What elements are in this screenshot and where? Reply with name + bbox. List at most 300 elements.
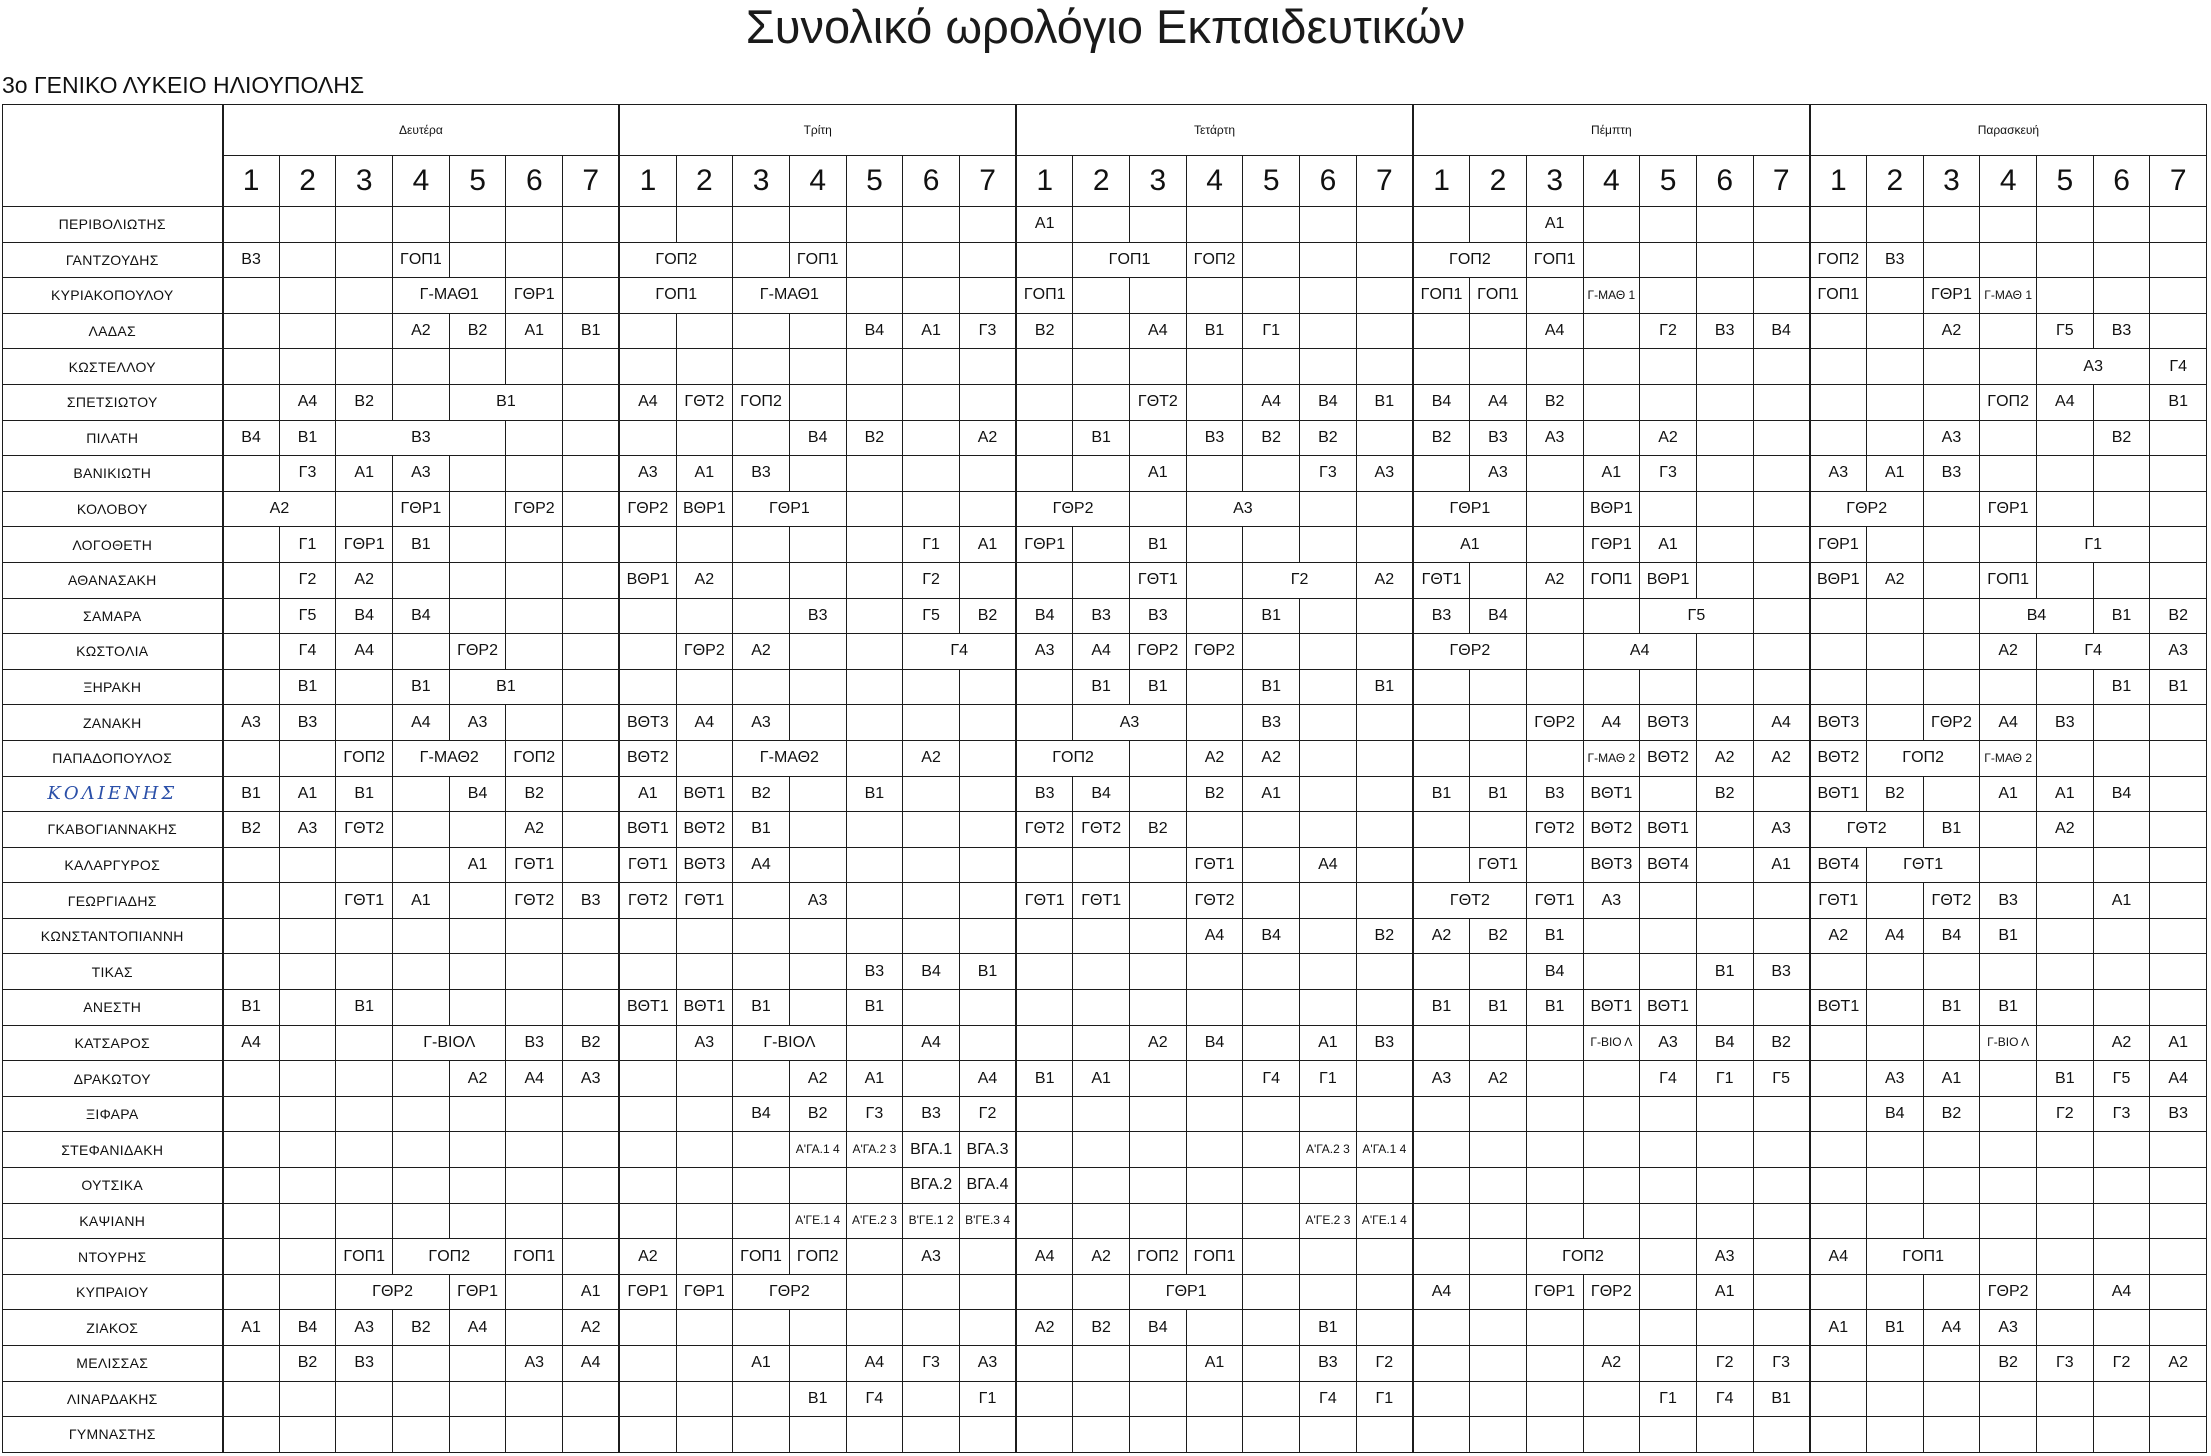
empty-cell (676, 207, 733, 243)
period-number: 3 (1923, 156, 1980, 207)
empty-cell (903, 918, 960, 954)
empty-cell (449, 1346, 506, 1382)
lesson-cell: Α3 (903, 1239, 960, 1275)
empty-cell (393, 634, 450, 670)
lesson-cell: Α1 (959, 527, 1016, 563)
empty-cell (1923, 954, 1980, 990)
empty-cell (1300, 776, 1357, 812)
empty-cell (279, 847, 336, 883)
empty-cell (393, 349, 450, 385)
empty-cell (1016, 1203, 1073, 1239)
empty-cell (563, 990, 620, 1026)
empty-cell (1923, 207, 1980, 243)
empty-cell (449, 1132, 506, 1168)
empty-cell (1810, 207, 1867, 243)
empty-cell (1980, 242, 2037, 278)
lesson-cell: ΓΟΠ1 (619, 278, 732, 314)
empty-cell (1413, 669, 1470, 705)
empty-cell (1243, 883, 1300, 919)
lesson-cell: Β4 (279, 1310, 336, 1346)
period-number: 1 (1016, 156, 1073, 207)
empty-cell (1300, 1274, 1357, 1310)
empty-cell (1186, 598, 1243, 634)
teacher-name: ΓΚΑΒΟΓΙΑΝΝΑΚΗΣ (3, 812, 223, 848)
empty-cell (2037, 918, 2094, 954)
empty-cell (1413, 349, 1470, 385)
empty-cell (1810, 313, 1867, 349)
empty-cell (563, 420, 620, 456)
empty-cell (1413, 1168, 1470, 1204)
empty-cell (1356, 1417, 1413, 1453)
empty-cell (846, 1239, 903, 1275)
empty-cell (1640, 207, 1697, 243)
lesson-cell: Γ-ΜΑΘ1 (733, 278, 846, 314)
empty-cell (1130, 420, 1187, 456)
empty-cell (1356, 740, 1413, 776)
empty-cell (1130, 1168, 1187, 1204)
empty-cell (1016, 420, 1073, 456)
lesson-cell: Α3 (393, 456, 450, 492)
lesson-cell: Β4 (223, 420, 280, 456)
empty-cell (1186, 1061, 1243, 1097)
empty-cell (1810, 1096, 1867, 1132)
empty-cell (789, 812, 846, 848)
empty-cell (1526, 491, 1583, 527)
lesson-cell: Α3 (1753, 812, 1810, 848)
lesson-cell: Α3 (676, 1025, 733, 1061)
empty-cell (223, 456, 280, 492)
teacher-row (3, 313, 2207, 349)
empty-cell (506, 456, 563, 492)
empty-cell (846, 527, 903, 563)
empty-cell (279, 1203, 336, 1239)
empty-cell (1186, 990, 1243, 1026)
empty-cell (1980, 812, 2037, 848)
empty-cell (1016, 1025, 1073, 1061)
empty-cell (676, 1061, 733, 1097)
lesson-cell: ΒΘΤ3 (619, 705, 676, 741)
lesson-cell: Α1 (1413, 527, 1526, 563)
lesson-cell: Β3 (846, 954, 903, 990)
empty-cell (1243, 1310, 1300, 1346)
empty-cell (619, 313, 676, 349)
period-number: 6 (2093, 156, 2150, 207)
empty-cell (1300, 207, 1357, 243)
empty-cell (1696, 1310, 1753, 1346)
empty-cell (903, 1417, 960, 1453)
empty-cell (789, 954, 846, 990)
empty-cell (2150, 420, 2207, 456)
empty-cell (506, 1381, 563, 1417)
empty-cell (1073, 990, 1130, 1026)
empty-cell (1583, 918, 1640, 954)
lesson-cell: ΓΘΡ2 (1526, 705, 1583, 741)
empty-cell (563, 954, 620, 990)
empty-cell (1073, 1025, 1130, 1061)
lesson-cell: Α2 (903, 740, 960, 776)
empty-cell (1130, 918, 1187, 954)
lesson-cell: Β4 (2093, 776, 2150, 812)
lesson-cell: Α'ΓΑ.2 3 (1300, 1132, 1357, 1168)
empty-cell (1696, 527, 1753, 563)
lesson-cell: Β4 (1696, 1025, 1753, 1061)
lesson-cell: Β1 (1753, 1381, 1810, 1417)
lesson-cell: Β1 (733, 812, 790, 848)
empty-cell (2093, 207, 2150, 243)
lesson-cell: ΓΘΤ2 (1413, 883, 1526, 919)
empty-cell (1923, 242, 1980, 278)
period-number: 5 (2037, 156, 2094, 207)
lesson-cell: Α'ΓΕ.1 4 (1356, 1203, 1413, 1239)
empty-cell (563, 847, 620, 883)
empty-cell (1640, 954, 1697, 990)
empty-cell (1243, 456, 1300, 492)
lesson-cell: Α1 (903, 313, 960, 349)
lesson-cell: Β1 (223, 776, 280, 812)
empty-cell (1923, 1132, 1980, 1168)
empty-cell (2037, 990, 2094, 1026)
lesson-cell: Β1 (223, 990, 280, 1026)
lesson-cell: Α2 (1243, 740, 1300, 776)
lesson-cell: Β3 (2037, 705, 2094, 741)
empty-cell (1753, 883, 1810, 919)
empty-cell (733, 313, 790, 349)
empty-cell (1016, 349, 1073, 385)
empty-cell (1186, 1310, 1243, 1346)
teacher-row (3, 1310, 2207, 1346)
empty-cell (1186, 812, 1243, 848)
empty-cell (1413, 740, 1470, 776)
lesson-cell: ΓΘΡ2 (1186, 634, 1243, 670)
empty-cell (1640, 1310, 1697, 1346)
empty-cell (1583, 207, 1640, 243)
lesson-cell: ΓΘΡ1 (1923, 278, 1980, 314)
lesson-cell: Γ5 (1640, 598, 1753, 634)
empty-cell (1300, 313, 1357, 349)
empty-cell (676, 1096, 733, 1132)
empty-cell (2037, 1025, 2094, 1061)
empty-cell (1753, 527, 1810, 563)
lesson-cell: Β2 (1130, 812, 1187, 848)
empty-cell (1526, 669, 1583, 705)
empty-cell (223, 313, 280, 349)
empty-cell (1243, 634, 1300, 670)
empty-cell (2037, 420, 2094, 456)
empty-cell (1413, 705, 1470, 741)
empty-cell (789, 1417, 846, 1453)
empty-cell (223, 1346, 280, 1382)
period-number: 5 (846, 156, 903, 207)
empty-cell (393, 207, 450, 243)
empty-cell (1300, 242, 1357, 278)
teacher-name: ΛΟΓΟΘΕΤΗ (3, 527, 223, 563)
empty-cell (676, 740, 733, 776)
lesson-cell: Α4 (1073, 634, 1130, 670)
empty-cell (393, 562, 450, 598)
empty-cell (563, 1168, 620, 1204)
empty-cell (619, 669, 676, 705)
teacher-row (3, 1346, 2207, 1382)
period-number: 2 (1073, 156, 1130, 207)
empty-cell (676, 349, 733, 385)
empty-cell (1810, 1025, 1867, 1061)
period-number: 6 (1696, 156, 1753, 207)
lesson-cell: Β3 (1300, 1346, 1357, 1382)
lesson-cell: Β3 (336, 420, 506, 456)
lesson-cell: Β2 (506, 776, 563, 812)
lesson-cell: ΓΟΠ2 (1980, 384, 2037, 420)
lesson-cell: Β3 (1980, 883, 2037, 919)
empty-cell (393, 847, 450, 883)
empty-cell (789, 1168, 846, 1204)
empty-cell (733, 1132, 790, 1168)
empty-cell (449, 883, 506, 919)
lesson-cell: Β1 (449, 384, 562, 420)
empty-cell (336, 954, 393, 990)
lesson-cell: ΓΘΤ1 (1130, 562, 1187, 598)
empty-cell (2150, 918, 2207, 954)
lesson-cell: ΒΘΤ3 (1583, 847, 1640, 883)
empty-cell (1413, 1417, 1470, 1453)
empty-cell (336, 1168, 393, 1204)
empty-cell (1356, 278, 1413, 314)
lesson-cell: Α1 (1866, 456, 1923, 492)
teacher-row (3, 562, 2207, 598)
empty-cell (1356, 207, 1413, 243)
empty-cell (1640, 1168, 1697, 1204)
empty-cell (1526, 349, 1583, 385)
lesson-cell: ΒΘΤ1 (676, 776, 733, 812)
lesson-cell: ΓΘΤ1 (1470, 847, 1527, 883)
lesson-cell: Γ1 (959, 1381, 1016, 1417)
teacher-row (3, 1168, 2207, 1204)
lesson-cell: ΓΟΠ1 (1526, 242, 1583, 278)
empty-cell (1470, 812, 1527, 848)
lesson-cell: Β1 (1130, 527, 1187, 563)
lesson-cell: Α1 (2150, 1025, 2207, 1061)
lesson-cell: ΓΘΡ1 (1130, 1274, 1243, 1310)
empty-cell (1526, 527, 1583, 563)
empty-cell (223, 598, 280, 634)
teacher-name: ΤΙΚΑΣ (3, 954, 223, 990)
empty-cell (2093, 1310, 2150, 1346)
teacher-row (3, 1061, 2207, 1097)
empty-cell (1980, 527, 2037, 563)
empty-cell (1243, 954, 1300, 990)
empty-cell (619, 349, 676, 385)
lesson-cell: Β1 (1923, 990, 1980, 1026)
empty-cell (1696, 883, 1753, 919)
empty-cell (1753, 1203, 1810, 1239)
empty-cell (563, 705, 620, 741)
empty-cell (846, 883, 903, 919)
empty-cell (2093, 1203, 2150, 1239)
empty-cell (393, 1381, 450, 1417)
lesson-cell: ΓΘΤ1 (619, 847, 676, 883)
empty-cell (1526, 847, 1583, 883)
empty-cell (1470, 1203, 1527, 1239)
lesson-cell: Β4 (336, 598, 393, 634)
lesson-cell: Γ3 (959, 313, 1016, 349)
lesson-cell: Α2 (2037, 812, 2094, 848)
empty-cell (1696, 918, 1753, 954)
lesson-cell: ΓΘΤ2 (1186, 883, 1243, 919)
lesson-cell: Γ-ΜΑΘ2 (733, 740, 846, 776)
empty-cell (846, 740, 903, 776)
teacher-name: ΠΕΡΙΒΟΛΙΩΤΗΣ (3, 207, 223, 243)
empty-cell (903, 1274, 960, 1310)
empty-cell (393, 1168, 450, 1204)
lesson-cell: Β2 (1356, 918, 1413, 954)
empty-cell (2037, 1274, 2094, 1310)
empty-cell (733, 918, 790, 954)
lesson-cell: Α2 (1696, 740, 1753, 776)
empty-cell (223, 349, 280, 385)
lesson-cell: Γ-ΒΙΟΛ (733, 1025, 846, 1061)
empty-cell (1016, 1096, 1073, 1132)
lesson-cell: Β1 (449, 669, 562, 705)
empty-cell (2150, 847, 2207, 883)
lesson-cell: Γ3 (1753, 1346, 1810, 1382)
period-number: 4 (789, 156, 846, 207)
empty-cell (1016, 669, 1073, 705)
empty-cell (449, 1417, 506, 1453)
empty-cell (1980, 1203, 2037, 1239)
empty-cell (2150, 1239, 2207, 1275)
empty-cell (1810, 1132, 1867, 1168)
lesson-cell: Β2 (789, 1096, 846, 1132)
empty-cell (1073, 918, 1130, 954)
empty-cell (2150, 812, 2207, 848)
empty-cell (959, 1025, 1016, 1061)
empty-cell (903, 1310, 960, 1346)
empty-cell (279, 313, 336, 349)
empty-cell (393, 1417, 450, 1453)
empty-cell (1640, 1203, 1697, 1239)
empty-cell (2150, 776, 2207, 812)
lesson-cell: Β4 (1526, 954, 1583, 990)
empty-cell (789, 776, 846, 812)
empty-cell (1980, 954, 2037, 990)
empty-cell (1130, 954, 1187, 990)
lesson-cell: Α'ΓΕ.2 3 (846, 1203, 903, 1239)
empty-cell (1130, 278, 1187, 314)
empty-cell (1243, 1096, 1300, 1132)
empty-cell (1866, 990, 1923, 1026)
lesson-cell: Α4 (279, 384, 336, 420)
empty-cell (1130, 491, 1187, 527)
lesson-cell: Α1 (676, 456, 733, 492)
empty-cell (1753, 918, 1810, 954)
empty-cell (223, 1203, 280, 1239)
lesson-cell: ΒΘΤ4 (1810, 847, 1867, 883)
empty-cell (733, 1310, 790, 1346)
empty-cell (846, 562, 903, 598)
empty-cell (1356, 1239, 1413, 1275)
empty-cell (1130, 1061, 1187, 1097)
empty-cell (1186, 562, 1243, 598)
lesson-cell: Α2 (619, 1239, 676, 1275)
empty-cell (619, 207, 676, 243)
empty-cell (2093, 812, 2150, 848)
lesson-cell: Β3 (563, 883, 620, 919)
lesson-cell: Α4 (336, 634, 393, 670)
teacher-name: ΚΟΛΙΕΝΗΣ (3, 776, 223, 812)
empty-cell (1980, 1096, 2037, 1132)
empty-cell (1583, 1381, 1640, 1417)
empty-cell (1130, 207, 1187, 243)
teacher-row (3, 954, 2207, 990)
lesson-cell: Α2 (2093, 1025, 2150, 1061)
teacher-name: ΚΑΛΑΡΓΥΡΟΣ (3, 847, 223, 883)
empty-cell (1696, 456, 1753, 492)
empty-cell (619, 1168, 676, 1204)
lesson-cell: Β2 (1470, 918, 1527, 954)
empty-cell (959, 207, 1016, 243)
lesson-cell: Α4 (1300, 847, 1357, 883)
empty-cell (1356, 242, 1413, 278)
teacher-name: ΑΘΑΝΑΣΑΚΗ (3, 562, 223, 598)
empty-cell (563, 812, 620, 848)
lesson-cell: Γ1 (279, 527, 336, 563)
empty-cell (1866, 313, 1923, 349)
empty-cell (1696, 349, 1753, 385)
lesson-cell: Α4 (846, 1346, 903, 1382)
empty-cell (1980, 456, 2037, 492)
lesson-cell: Β2 (1243, 420, 1300, 456)
empty-cell (1583, 313, 1640, 349)
empty-cell (563, 491, 620, 527)
empty-cell (1356, 883, 1413, 919)
empty-cell (1470, 1346, 1527, 1382)
empty-cell (2037, 242, 2094, 278)
empty-cell (393, 776, 450, 812)
empty-cell (959, 705, 1016, 741)
period-number: 7 (1753, 156, 1810, 207)
empty-cell (563, 1132, 620, 1168)
empty-cell (846, 812, 903, 848)
empty-cell (506, 1096, 563, 1132)
empty-cell (1923, 1203, 1980, 1239)
empty-cell (1130, 776, 1187, 812)
lesson-cell: Α1 (619, 776, 676, 812)
lesson-cell: Α4 (1923, 1310, 1980, 1346)
lesson-cell: Α3 (1640, 1025, 1697, 1061)
teacher-timetable (2, 104, 2207, 1453)
lesson-cell: Β4 (1186, 1025, 1243, 1061)
period-number: 2 (1470, 156, 1527, 207)
lesson-cell: Β2 (1016, 313, 1073, 349)
empty-cell (846, 456, 903, 492)
empty-cell (2093, 1168, 2150, 1204)
empty-cell (789, 847, 846, 883)
lesson-cell: ΓΘΡ1 (1980, 491, 2037, 527)
empty-cell (1356, 1274, 1413, 1310)
lesson-cell: Β2 (1413, 420, 1470, 456)
empty-cell (336, 1381, 393, 1417)
lesson-cell: ΓΘΤ2 (1526, 812, 1583, 848)
empty-cell (733, 883, 790, 919)
period-number: 2 (676, 156, 733, 207)
lesson-cell: Α1 (1073, 1061, 1130, 1097)
empty-cell (563, 1203, 620, 1239)
empty-cell (1243, 1346, 1300, 1382)
lesson-cell: Α2 (1753, 740, 1810, 776)
empty-cell (1866, 669, 1923, 705)
period-number: 3 (733, 156, 790, 207)
empty-cell (2150, 1132, 2207, 1168)
empty-cell (846, 349, 903, 385)
